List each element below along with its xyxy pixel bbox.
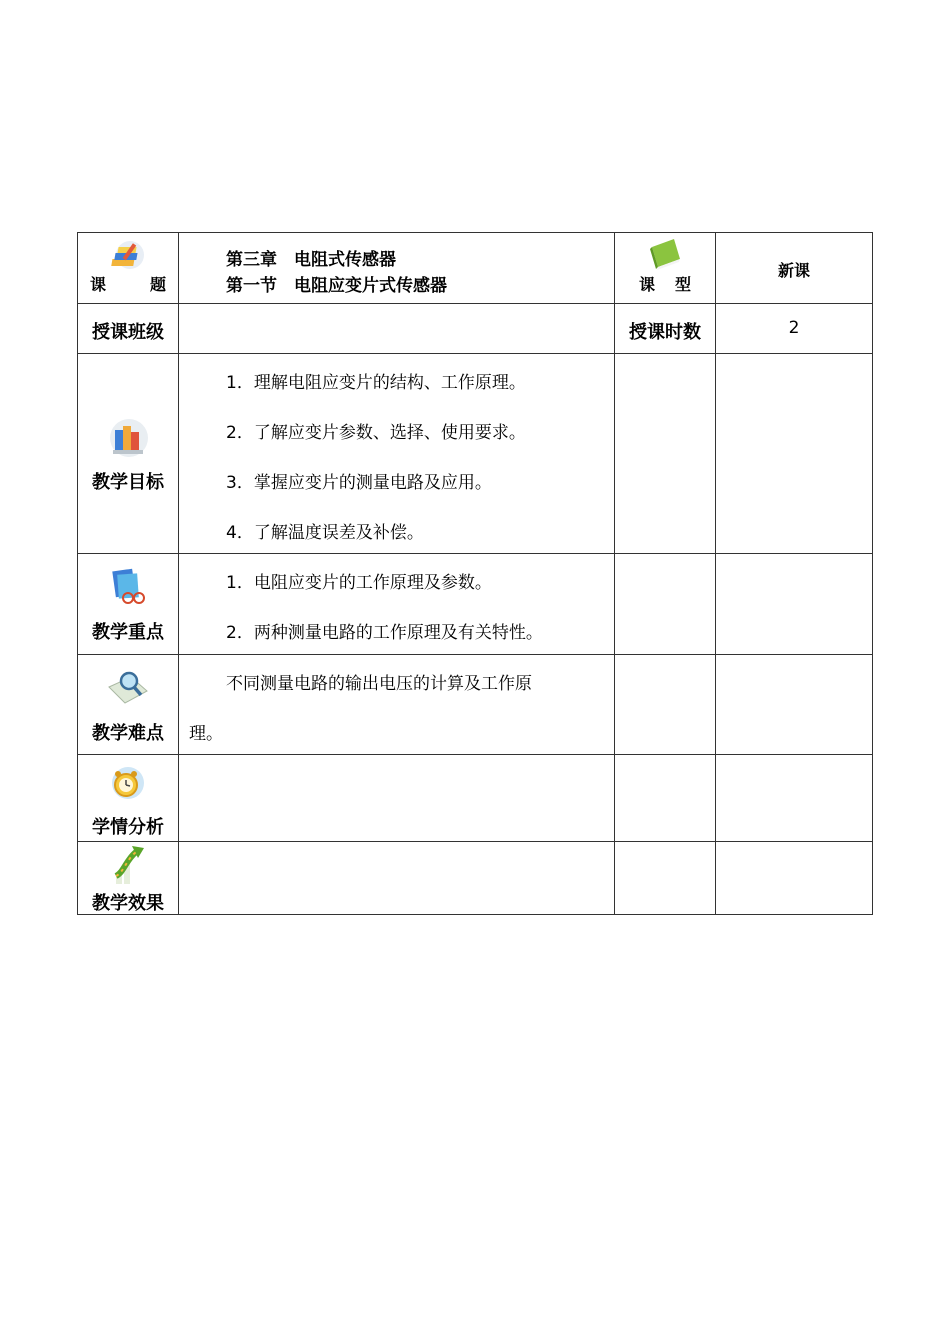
effect-label-cell — [78, 842, 179, 915]
lesson-plan-table — [77, 232, 873, 915]
student-analysis-content-cell — [179, 755, 615, 842]
topic-label-cell — [78, 233, 179, 304]
chapter-title: 第三章 电阻式传感器 — [226, 250, 396, 270]
difficulty-text-line-2: 理。 — [189, 724, 223, 744]
type-value-cell — [716, 233, 873, 304]
difficulties-label-cell — [78, 655, 179, 755]
books-stack-icon — [105, 416, 151, 460]
effect-row — [78, 842, 873, 915]
class-label: 授课班级 — [92, 322, 164, 343]
type-label-cell — [615, 233, 716, 304]
green-book-icon — [646, 237, 684, 271]
key-points-content-cell — [179, 554, 615, 655]
key-points-label-cell — [78, 554, 179, 655]
difficulties-extra-cell-1 — [615, 655, 716, 755]
topic-label-char-2: 题 — [149, 275, 166, 294]
difficulty-text-line-1: 不同测量电路的输出电压的计算及工作原 — [226, 674, 532, 694]
class-row — [78, 304, 873, 354]
objectives-row — [78, 354, 873, 554]
objectives-extra-cell-1 — [615, 354, 716, 554]
topic-row — [78, 233, 873, 304]
key-points-row — [78, 554, 873, 655]
lesson-plan-sheet — [77, 232, 872, 915]
objective-item-4: 4．了解温度误差及补偿。 — [226, 523, 424, 543]
objective-item-3: 3．掌握应变片的测量电路及应用。 — [226, 473, 492, 493]
growth-arrow-icon — [108, 842, 148, 886]
student-analysis-extra-cell-2 — [716, 755, 873, 842]
books-glasses-icon — [106, 566, 150, 606]
key-point-item-2: 2．两种测量电路的工作原理及有关特性。 — [226, 623, 543, 643]
hours-value-cell — [716, 304, 873, 354]
class-value-cell — [179, 304, 615, 354]
objectives-label: 教学目标 — [92, 472, 164, 493]
hours-value: 2 — [788, 318, 800, 338]
magnifier-map-icon — [105, 665, 151, 707]
difficulties-content-cell — [179, 655, 615, 755]
objective-item-2: 2．了解应变片参数、选择、使用要求。 — [226, 423, 526, 443]
effect-content-cell — [179, 842, 615, 915]
type-label-char-1: 课 — [639, 275, 656, 294]
objectives-content-cell — [179, 354, 615, 554]
key-points-extra-cell-1 — [615, 554, 716, 655]
hours-label-cell — [615, 304, 716, 354]
effect-extra-cell-2 — [716, 842, 873, 915]
effect-extra-cell-1 — [615, 842, 716, 915]
key-point-item-1: 1．电阻应变片的工作原理及参数。 — [226, 573, 492, 593]
objective-item-1: 1．理解电阻应变片的结构、工作原理。 — [226, 373, 526, 393]
topic-label-char-1: 课 — [90, 275, 107, 294]
hours-label: 授课时数 — [629, 322, 701, 343]
key-points-label: 教学重点 — [92, 622, 164, 643]
difficulties-extra-cell-2 — [716, 655, 873, 755]
class-label-cell — [78, 304, 179, 354]
student-analysis-row — [78, 755, 873, 842]
topic-title-cell — [179, 233, 615, 304]
topic-label — [90, 272, 166, 295]
difficulties-label: 教学难点 — [92, 723, 164, 744]
type-label-char-2: 型 — [674, 275, 691, 294]
key-points-extra-cell-2 — [716, 554, 873, 655]
type-value: 新课 — [777, 261, 810, 280]
objectives-extra-cell-2 — [716, 354, 873, 554]
student-analysis-extra-cell-1 — [615, 755, 716, 842]
type-label — [639, 272, 691, 295]
student-analysis-label-cell — [78, 755, 179, 842]
section-title: 第一节 电阻应变片式传感器 — [226, 276, 447, 296]
student-analysis-label: 学情分析 — [92, 817, 164, 838]
alarm-clock-icon — [108, 763, 148, 803]
effect-label: 教学效果 — [92, 893, 164, 914]
objectives-label-cell — [78, 354, 179, 554]
difficulties-row — [78, 655, 873, 755]
